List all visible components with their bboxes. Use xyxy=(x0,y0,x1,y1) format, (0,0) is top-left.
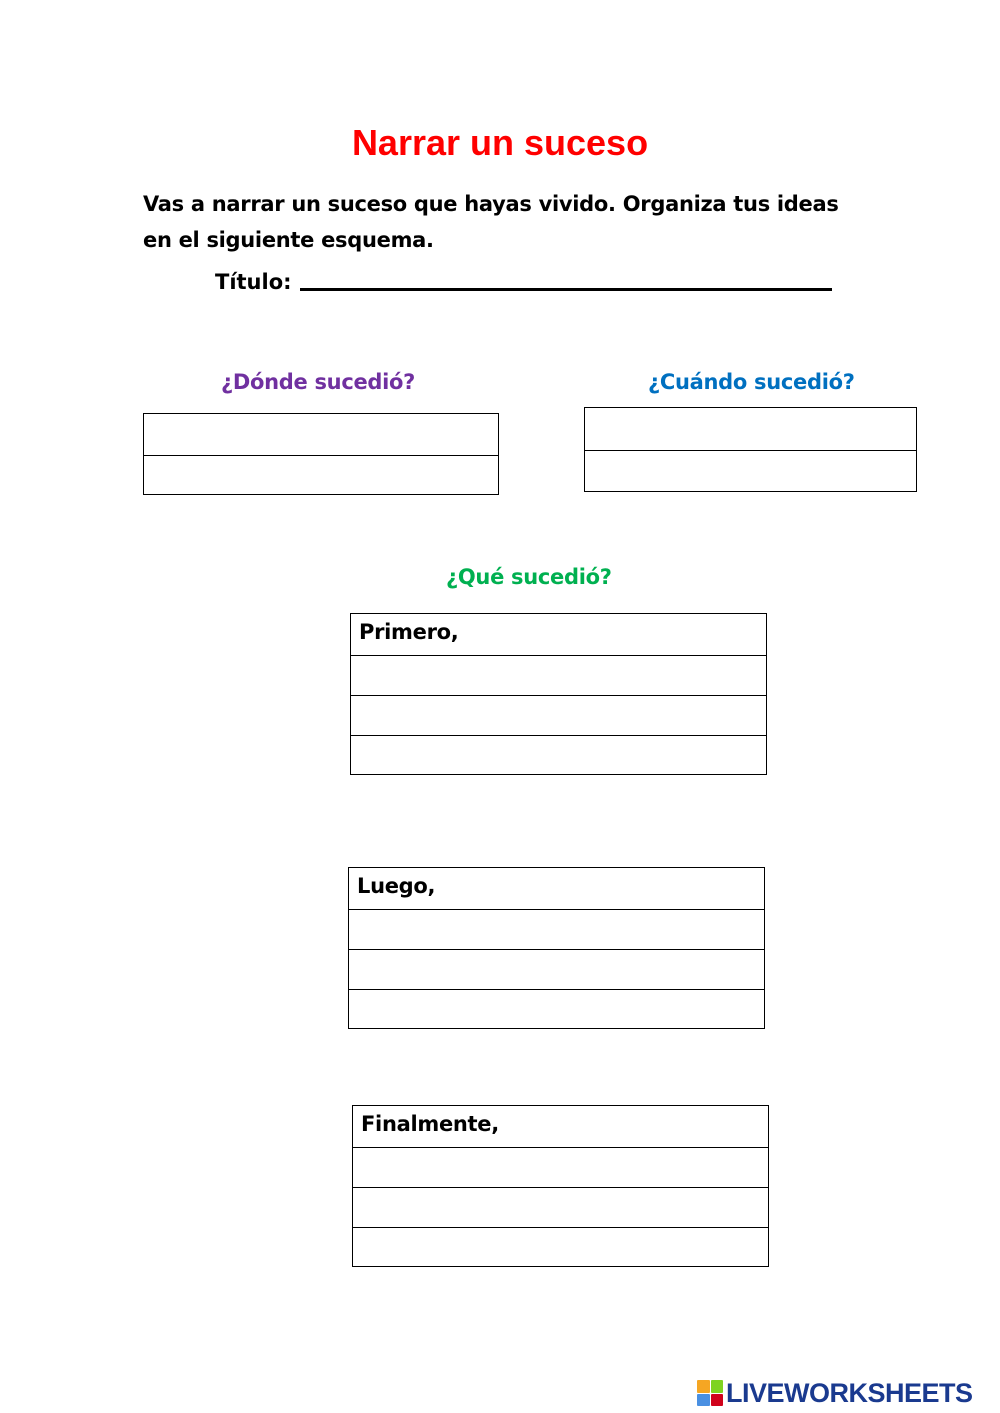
luego-answer-line[interactable] xyxy=(349,989,764,1029)
luego-answer-line[interactable] xyxy=(349,909,764,949)
primero-answer-box xyxy=(350,613,767,775)
primero-answer-line[interactable] xyxy=(351,695,766,735)
finalmente-label: Finalmente, xyxy=(361,1112,499,1136)
page-title: Narrar un suceso xyxy=(351,122,649,163)
que-heading: ¿Qué sucedió? xyxy=(446,565,612,589)
liveworksheets-logo xyxy=(697,1378,973,1408)
donde-heading: ¿Dónde sucedió? xyxy=(221,370,416,394)
liveworksheets-logo-icon xyxy=(697,1380,723,1406)
primero-answer-line[interactable] xyxy=(351,655,766,695)
liveworksheets-logo-text: LIVEWORKSHEETS xyxy=(726,1377,973,1408)
titulo-answer-line[interactable] xyxy=(300,288,832,291)
primero-label: Primero, xyxy=(359,620,459,644)
cuando-answer-line[interactable] xyxy=(585,450,916,492)
finalmente-answer-line[interactable] xyxy=(353,1187,768,1227)
cuando-answer-box xyxy=(584,407,917,492)
luego-answer-box xyxy=(348,867,765,1029)
finalmente-answer-box xyxy=(352,1105,769,1267)
luego-answer-line[interactable] xyxy=(349,949,764,989)
finalmente-answer-line[interactable] xyxy=(353,1147,768,1187)
donde-answer-box xyxy=(143,413,499,495)
titulo-row xyxy=(215,270,832,294)
primero-answer-line[interactable] xyxy=(351,735,766,775)
instructions-text: Vas a narrar un suceso que hayas vivido. Organiza tus ideas en el siguiente esquema. xyxy=(143,192,839,252)
cuando-heading: ¿Cuándo sucedió? xyxy=(648,370,855,394)
donde-answer-line[interactable] xyxy=(144,455,498,496)
luego-label: Luego, xyxy=(357,874,436,898)
titulo-label: Título: xyxy=(215,270,292,294)
donde-answer-line[interactable] xyxy=(144,414,498,455)
cuando-answer-line[interactable] xyxy=(585,408,916,450)
finalmente-answer-line[interactable] xyxy=(353,1227,768,1267)
